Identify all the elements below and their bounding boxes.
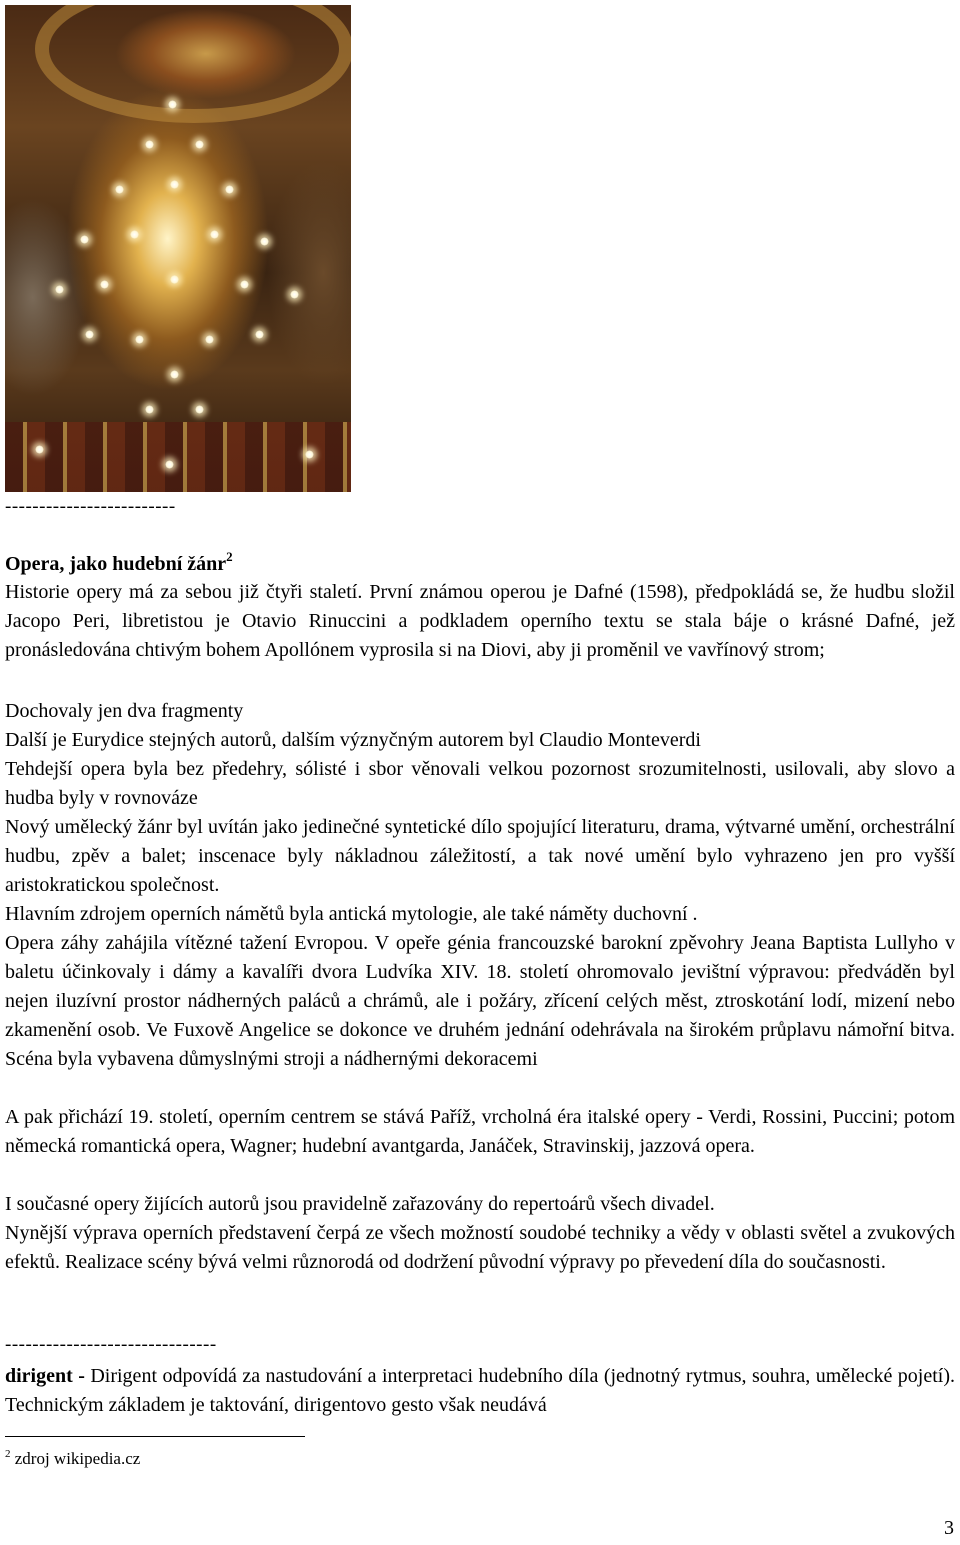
chandelier-light [165,460,174,469]
chandelier-light [170,180,179,189]
footnote [5,1448,140,1470]
chandelier-light [205,335,214,344]
footnote-ref: 2 [226,549,233,564]
footnote-separator [5,1436,305,1437]
dirigent-text: Dirigent odpovídá za nastudování a interpretaci hudebního díla (jednotný rytmus, souhra, umělecké pojetí). Technickým základem je taktování, dirigentovo gesto však neudává [5,1365,955,1416]
ceiling-dome [35,5,351,123]
chandelier-photo [5,5,351,492]
paragraph: Historie opery má za sebou již čtyři staletí. První známou operou je Dafné (1598), předpokládá se, že hudbu složil Jacopo Peri, libretistou je Otavio Rinuccini a podkladem operního textu se stala báje o krásné Dafné, jež pronásledována chtivým bohem Apollónem vyprosila si na Diovi, aby ji proměnil ve vavřínový strom; [5,581,955,661]
chandelier-light [210,230,219,239]
paragraph: I současné opery žijících autorů jsou pravidelně zařazovány do repertoárů všech divadel. [5,1193,715,1215]
paragraph: A pak přichází 19. století, operním centrem se stává Paříž, vrcholná éra italské opery - Verdi, Rossini, Puccini; potom německá romantická opera, Wagner; hudební avantgarda, Janáček, Stravinskij, jazzová opera. [5,1106,955,1157]
paragraph: Nynější výprava operních představení čerpá ze všech možností soudobé techniky a vědy v oblasti světel a zvukových efektů. Realizace scény bývá velmi různorodá od dodržení původní výpravy po převedení díla do současnosti. [5,1222,955,1273]
paragraph: Další je Eurydice stejných autorů, dalším význyčným autorem byl Claudio Monteverdi [5,729,701,751]
chandelier-light [170,370,179,379]
paragraph: Opera záhy zahájila vítězné tažení Evropou. V opeře génia francouzské barokní zpěvohry Jeana Baptista Lullyho v baletu účinkovaly i dámy a kavalíři dvora Ludvíka XIV. 18. století ohromovalo jevištní výpravou: předváděn byl nejen iluzívní prostor nádherných paláců a chrámů, ale i požáry, zřícení celých měst, ztroskotání lodí, mizení nebo zkamenění osob. Ve Fuxově Angelice se dokonce ve druhém jednání odehrávala na širokém průplavu námořní bitva. Scéna byla vybavena důmyslnými stroji a nádhernými dekoracemi [5,932,955,1070]
chandelier-light [100,280,109,289]
paragraph: Tehdejší opera byla bez předehry, sólisté i sbor věnovali velkou pozornost srozumitelnosti, usilovali, aby slovo a hudba byly v rovnováze [5,758,955,809]
chandelier-light [80,235,89,244]
dirigent-paragraph [5,1362,955,1420]
chandelier-light [255,330,264,339]
chandelier-light [35,445,44,454]
chandelier-light [290,290,299,299]
footnote-text: zdroj wikipedia.cz [10,1449,141,1468]
paragraph: Dochovaly jen dva fragmenty [5,700,244,722]
chandelier-light [145,405,154,414]
chandelier-light [55,285,64,294]
chandelier-light [168,100,177,109]
chandelier-light [195,140,204,149]
separator-line: ------------------------------- [5,1334,217,1355]
page-number: 3 [944,1517,954,1539]
chandelier-light [170,275,179,284]
chandelier-light [195,405,204,414]
chandelier-light [260,237,269,246]
section-heading [5,551,233,577]
chandelier-light [135,335,144,344]
chandelier-light [85,330,94,339]
chandelier-light [130,230,139,239]
chandelier-light [225,185,234,194]
heading-text: Opera, jako hudební žánr [5,553,227,575]
chandelier-light [305,450,314,459]
chandelier-light [240,280,249,289]
paragraph: Nový umělecký žánr byl uvítán jako jedinečné syntetické dílo spojující literaturu, drama, výtvarné umění, orchestrální hudbu, zpěv a balet; inscenace byly nákladnou záležitostí, a tak nové umění bylo vyhrazeno jen pro vyšší aristokratickou společnost. [5,816,955,896]
dirigent-term: dirigent - [5,1365,85,1387]
footnote-number: 2 [5,1448,11,1460]
chandelier-light [145,140,154,149]
paragraph: Hlavním zdrojem operních námětů byla antická mytologie, ale také náměty duchovní . [5,903,698,925]
theatre-balcony [5,422,351,492]
chandelier-light [115,185,124,194]
separator-line: ------------------------- [5,496,176,517]
